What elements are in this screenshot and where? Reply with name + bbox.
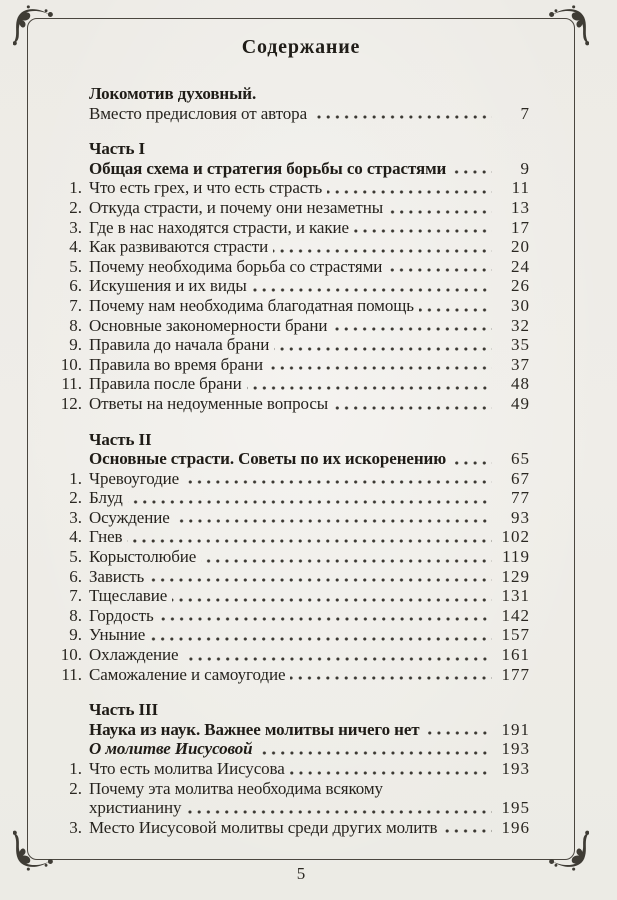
toc-entry-title: Где в нас находятся страсти, и какие <box>89 217 349 237</box>
toc-entry-title: О молитве Иисусовой <box>89 739 253 759</box>
toc-entry <box>56 720 530 740</box>
toc-entry <box>56 84 530 104</box>
toc-entry-page: 102 <box>501 527 530 547</box>
toc-entry-title: Блуд <box>89 488 123 508</box>
toc-entry-title: Правила во время брани <box>89 354 263 374</box>
dot-leader <box>150 139 492 159</box>
toc-entry-title: Вместо предисловия от автора <box>89 103 308 123</box>
toc-entry <box>56 527 530 547</box>
dot-leader <box>258 739 492 759</box>
dot-leader <box>354 218 492 238</box>
dot-leader <box>312 104 492 124</box>
toc-entry-title: Гордость <box>89 605 154 625</box>
toc-entry-title: Часть I <box>89 139 146 159</box>
toc-entry-title: Правила до начала брани <box>89 335 270 355</box>
toc-entry <box>56 547 530 567</box>
toc-entry-page: 24 <box>511 256 530 276</box>
toc-entry-title: Общая схема и стратегия борьбы со страстями <box>89 158 447 178</box>
toc-entry-number: 9. <box>69 625 82 645</box>
toc-entry-title: Уныние <box>89 625 146 645</box>
toc-entry-number: 3. <box>69 217 82 237</box>
toc-entry-title: Правила после брани <box>89 374 242 394</box>
toc-entry <box>56 218 530 238</box>
page-number-footer: 5 <box>296 864 306 883</box>
dot-leader <box>388 198 492 218</box>
toc-entry <box>56 665 530 685</box>
toc-entry <box>56 139 530 159</box>
toc-entry-page: 48 <box>511 374 530 394</box>
toc-entry <box>56 488 530 508</box>
toc-entry-number: 6. <box>69 276 82 296</box>
dot-leader <box>442 818 492 838</box>
toc-entry-number: 11. <box>61 374 82 394</box>
toc-entry-number: 8. <box>69 315 82 335</box>
toc-title: Содержание <box>241 36 361 58</box>
toc-entry <box>56 198 530 218</box>
toc-entry-title: Почему нам необходима благодатная помощь <box>89 295 414 315</box>
toc-entry <box>56 586 530 606</box>
toc-entry-number: 9. <box>69 335 82 355</box>
toc-entry-page: 32 <box>511 315 530 335</box>
toc-entry-title: Корыстолюбие <box>89 547 197 567</box>
toc-entry <box>56 779 530 799</box>
toc-entry-page: 26 <box>511 276 530 296</box>
toc-entry-number: 11. <box>61 664 82 684</box>
toc-entry-title: Искушения и их виды <box>89 276 247 296</box>
toc-entry-title: Что есть молитва Иисусова <box>89 759 285 778</box>
toc-entry <box>56 567 530 587</box>
dot-leader <box>127 527 492 547</box>
toc-entry-number: 3. <box>69 507 82 527</box>
dot-leader <box>261 84 492 104</box>
toc-entry <box>56 159 530 179</box>
dot-leader <box>150 625 492 645</box>
toc-entry-title: Локомотив духовный. <box>89 84 257 103</box>
toc-entry-number: 7. <box>69 586 82 606</box>
toc-entry-number: 1. <box>69 178 82 198</box>
dot-leader <box>451 449 492 469</box>
toc-entry-page: 77 <box>511 488 530 508</box>
toc-entry <box>56 449 530 469</box>
toc-entry-page: 11 <box>511 178 530 198</box>
toc-entry-number: 10. <box>60 645 82 665</box>
toc-section <box>56 700 530 837</box>
toc-entry-page: 142 <box>501 605 530 625</box>
toc-entry-title: Наука из наук. Важнее молитвы ничего нет <box>89 719 420 739</box>
dot-leader <box>290 759 492 779</box>
toc-entry-number: 12. <box>60 393 82 413</box>
dot-leader <box>290 665 492 685</box>
toc-entry-page: 9 <box>520 158 530 178</box>
toc-section <box>56 84 530 123</box>
toc-entry <box>56 104 530 124</box>
toc-entry <box>56 625 530 645</box>
dot-leader <box>159 606 492 626</box>
toc-entry-number: 2. <box>69 778 82 798</box>
toc-entry <box>56 430 530 450</box>
toc-entry-page: 193 <box>501 739 530 759</box>
toc-entry <box>56 739 530 759</box>
toc-entry-number: 7. <box>69 295 82 315</box>
toc-entry-number: 5. <box>69 256 82 276</box>
dot-leader <box>387 257 492 277</box>
toc-entry <box>56 818 530 838</box>
toc-entry <box>56 335 530 355</box>
dot-leader <box>186 798 492 818</box>
toc-entry-title: христианину <box>89 798 182 818</box>
toc-entry-page: 196 <box>501 817 530 837</box>
dot-leader <box>172 586 492 606</box>
toc-entry-title: Почему эта молитва необходима всякому <box>89 778 383 798</box>
toc-entry-page: 93 <box>511 507 530 527</box>
toc-entry-title: Зависть <box>89 566 145 586</box>
toc-entry-number: 1. <box>69 759 82 778</box>
dot-leader <box>184 645 493 665</box>
toc-entry-title: Место Иисусовой молитвы среди других молитв <box>89 817 438 837</box>
toc-entry-page: 129 <box>501 566 530 586</box>
toc-entry <box>56 700 530 720</box>
toc-entry <box>56 257 530 277</box>
dot-leader <box>451 159 492 179</box>
toc-entry-title: Основные страсти. Советы по их искоренению <box>89 449 447 469</box>
toc-entry <box>56 798 530 818</box>
toc-entry-page: 7 <box>520 103 530 123</box>
toc-entry-title: Часть III <box>89 700 159 720</box>
toc-entry-title: Как развиваются страсти <box>89 237 269 257</box>
toc-entry <box>56 645 530 665</box>
toc-entry-page: 119 <box>502 547 530 567</box>
dot-leader <box>332 316 492 336</box>
toc-entry-title: Осуждение <box>89 507 170 527</box>
toc-section <box>56 139 530 413</box>
toc-entry-title: Тщеславие <box>89 586 168 606</box>
toc-entry-number: 2. <box>69 488 82 508</box>
toc-entry-page: 17 <box>511 217 530 237</box>
toc-entry-page: 195 <box>501 798 530 818</box>
dot-leader <box>268 355 492 375</box>
toc-entry-page: 131 <box>501 586 530 606</box>
dot-leader <box>252 276 492 296</box>
toc-entry-page: 49 <box>511 393 530 413</box>
toc-entry-page: 67 <box>511 468 530 488</box>
toc-entry <box>56 355 530 375</box>
toc-entry-number: 1. <box>69 468 82 488</box>
dot-leader <box>388 779 492 799</box>
toc-entry-number: 6. <box>69 566 82 586</box>
toc-entry-number: 3. <box>69 817 82 837</box>
toc-entry-title: Что есть грех, и что есть страсть <box>89 178 323 198</box>
toc-entry-title: Часть II <box>89 429 152 449</box>
toc-entry <box>56 374 530 394</box>
toc-entry <box>56 276 530 296</box>
dot-leader <box>128 488 492 508</box>
dot-leader <box>273 237 492 257</box>
dot-leader <box>327 178 492 198</box>
toc-entry <box>56 759 530 779</box>
dot-leader <box>163 700 492 720</box>
toc-entry <box>56 178 530 198</box>
toc-entry <box>56 394 530 414</box>
dot-leader <box>333 394 492 414</box>
toc-entry-title: Откуда страсти, и почему они незаметны <box>89 197 384 217</box>
toc-entry-page: 157 <box>501 625 530 645</box>
dot-leader <box>149 567 492 587</box>
toc-entry-page: 161 <box>501 645 530 665</box>
dot-leader <box>425 720 492 740</box>
toc-entry <box>56 296 530 316</box>
toc-entry-number: 5. <box>69 547 82 567</box>
dot-leader <box>157 430 492 450</box>
dot-leader <box>175 508 492 528</box>
toc-entry-page: 191 <box>501 719 530 739</box>
toc-entry <box>56 469 530 489</box>
dot-leader <box>274 335 492 355</box>
toc-entry-page: 20 <box>511 237 530 257</box>
toc-entry <box>56 316 530 336</box>
toc-entry-page: 193 <box>501 759 530 778</box>
toc-entry-number: 8. <box>69 605 82 625</box>
toc-entry <box>56 606 530 626</box>
dot-leader <box>201 547 492 567</box>
toc-entry-title: Чревоугодие <box>89 468 180 488</box>
toc-entry-number: 2. <box>69 197 82 217</box>
toc-entry <box>56 237 530 257</box>
toc-section <box>56 430 530 685</box>
toc-entry-page: 37 <box>511 354 530 374</box>
toc-entry-page: 35 <box>511 335 530 355</box>
dot-leader <box>247 374 492 394</box>
toc-entry-number: 4. <box>69 237 82 257</box>
toc-entry-number: 10. <box>60 354 82 374</box>
toc-entry <box>56 508 530 528</box>
toc-entry-title: Основные закономерности брани <box>89 315 328 335</box>
toc-entry-page: 30 <box>511 295 530 315</box>
toc-entry-title: Почему необходима борьба со страстями <box>89 256 383 276</box>
dot-leader <box>419 296 492 316</box>
toc-entry-title: Саможаление и самоугодие <box>89 664 286 684</box>
toc-entry-title: Ответы на недоуменные вопросы <box>89 393 329 413</box>
toc-entry-page: 13 <box>511 197 530 217</box>
toc-entry-page: 65 <box>511 449 530 469</box>
table-of-contents <box>56 84 530 837</box>
toc-entry-title: Охлаждение <box>89 645 179 665</box>
toc-entry-page: 177 <box>501 664 530 684</box>
toc-entry-number: 4. <box>69 527 82 547</box>
dot-leader <box>184 469 492 489</box>
toc-entry-title: Гнев <box>89 527 123 547</box>
